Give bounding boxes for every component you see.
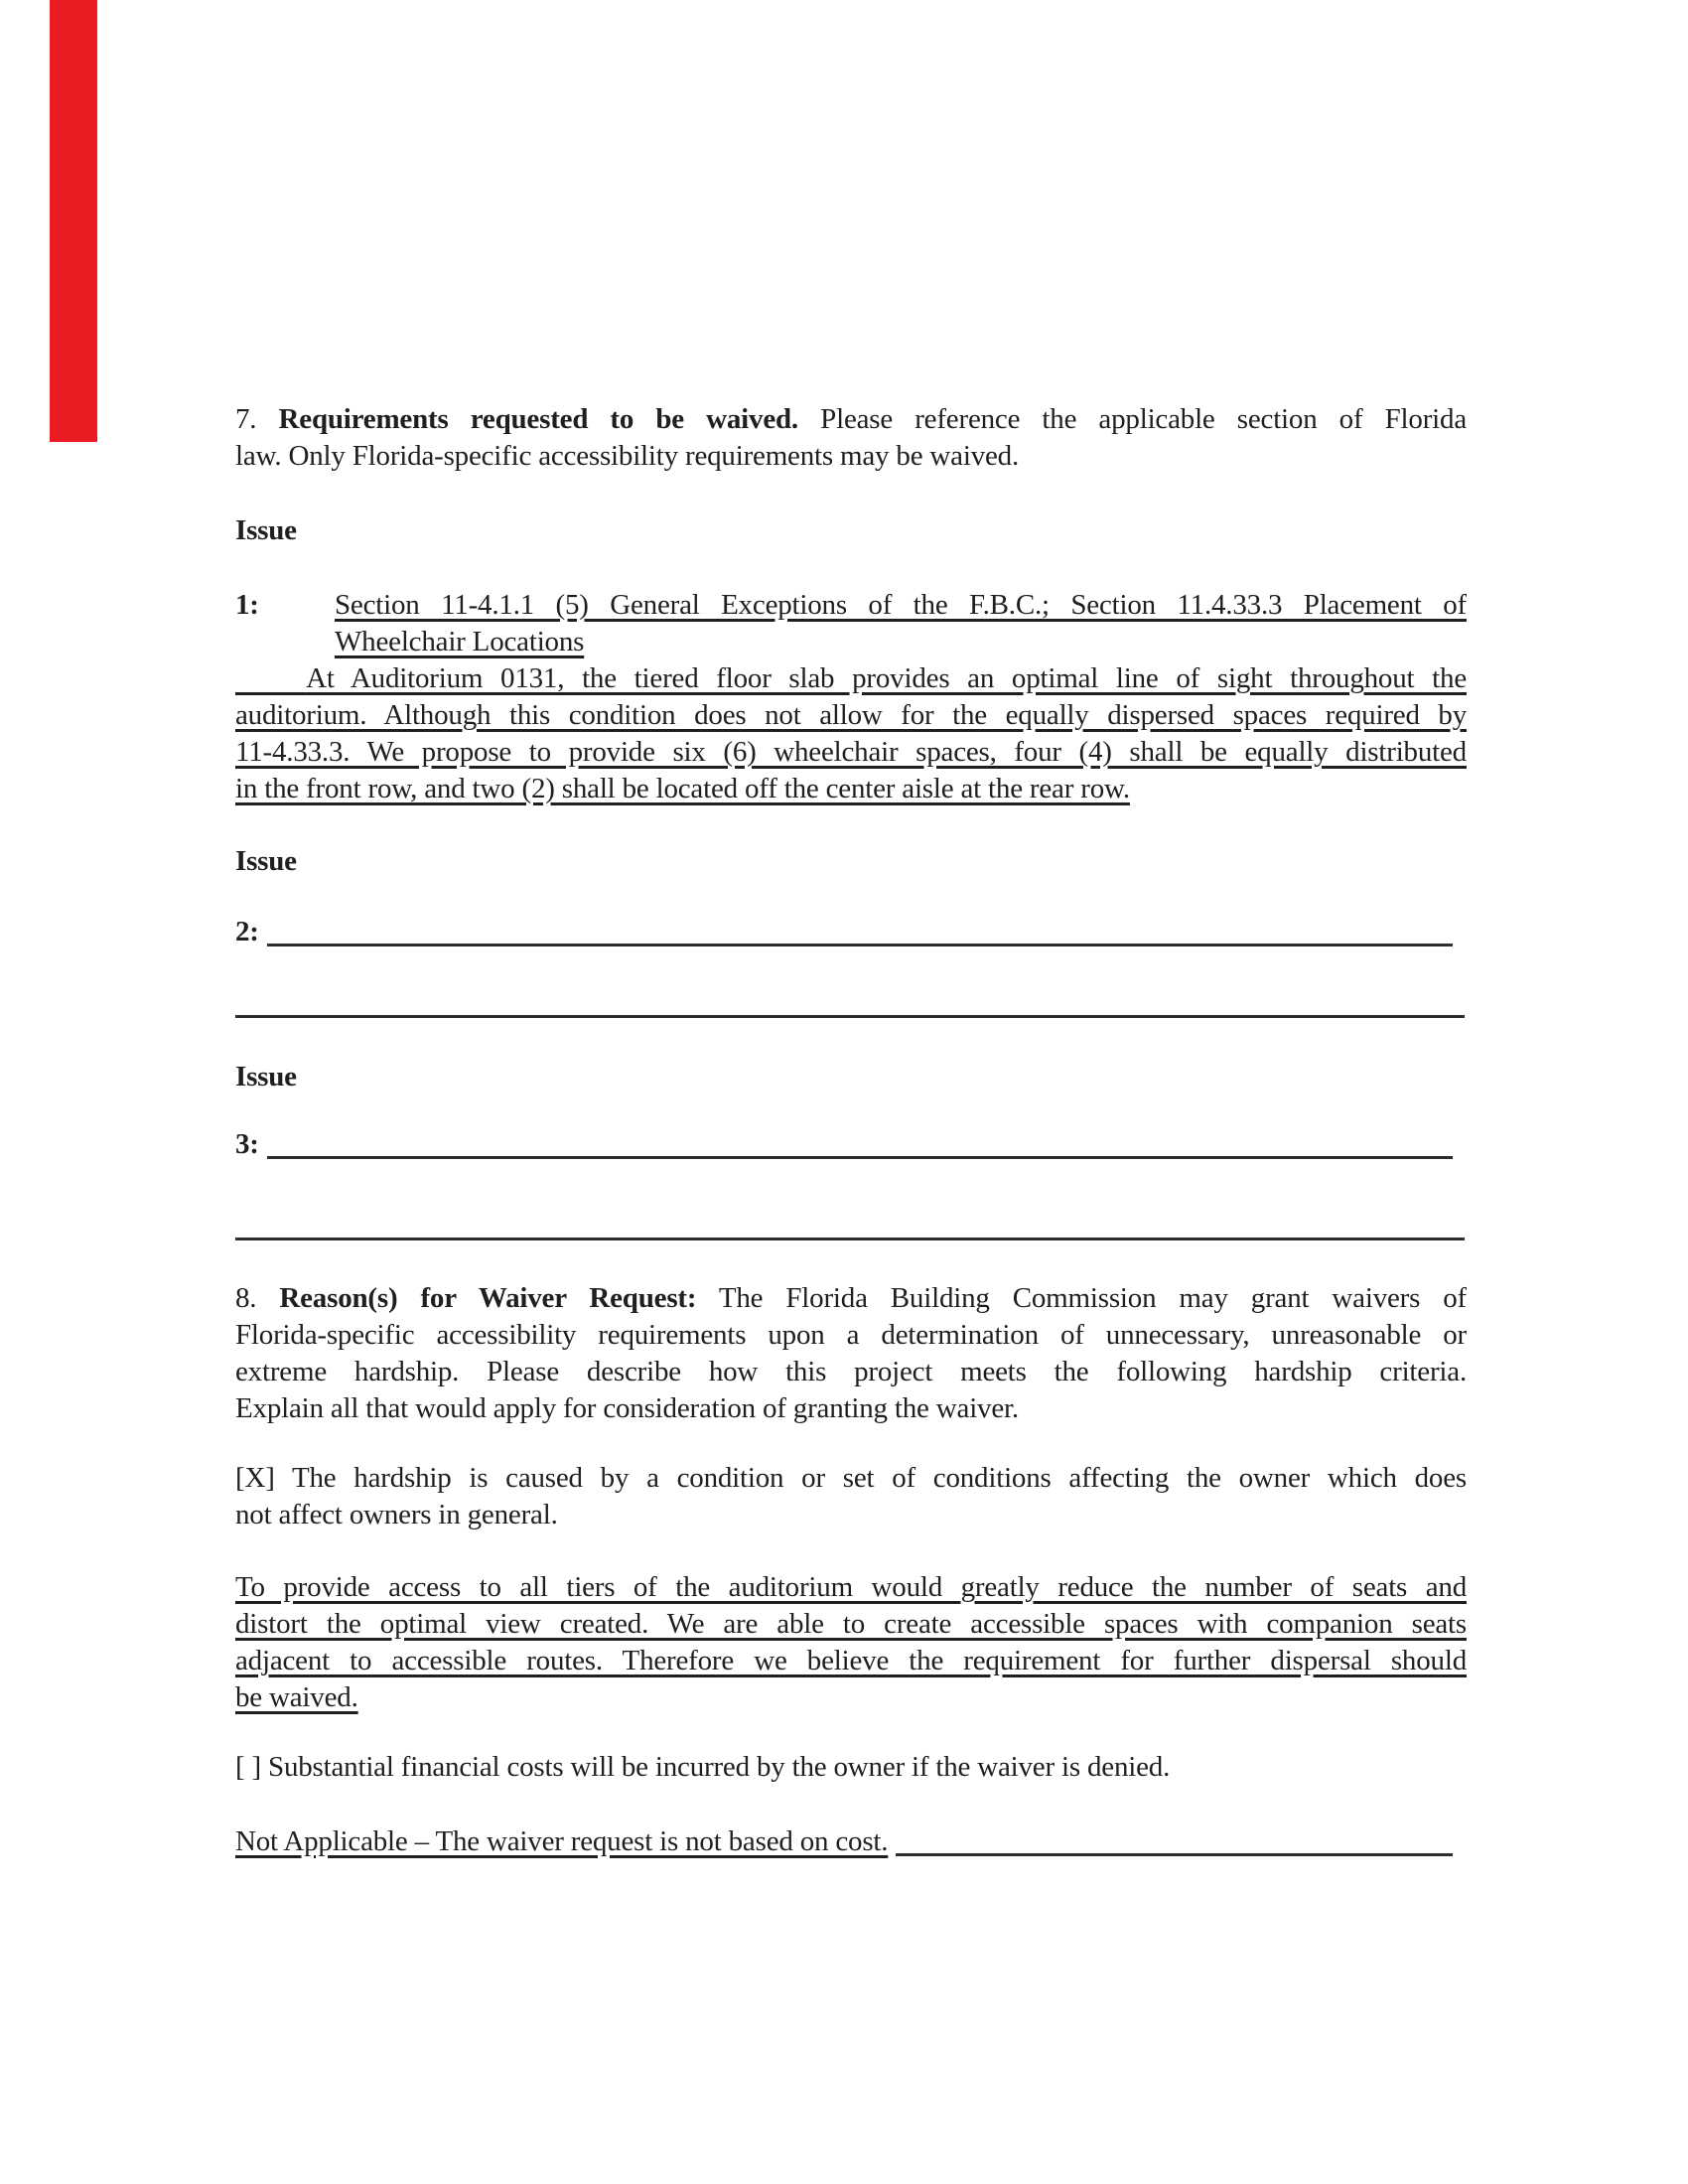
issue-1-body-text-2: auditorium. Although this condition does not allow for the equally dispersed spaces required by — [235, 699, 1467, 731]
section-8-line-1 — [235, 1280, 1467, 1317]
issue-2-second-blank-line — [235, 1015, 1465, 1018]
section-8-line-4: Explain all that would apply for consideration of granting the waiver. — [235, 1392, 1019, 1424]
issue-2-heading: Issue — [235, 845, 297, 877]
not-applicable-row — [235, 1823, 1467, 1860]
section-7-line-1 — [235, 401, 1467, 438]
section-7-text: Please reference the applicable section of Florida — [797, 403, 1467, 435]
not-applicable-trailing-line — [896, 1823, 1453, 1856]
section-8-number: 8. — [235, 1282, 280, 1314]
criterion-condition-line-2: not affect owners in general. — [235, 1499, 558, 1530]
red-scan-streak — [50, 0, 97, 442]
section-8-title: Reason(s) for Waiver Request: — [279, 1282, 697, 1314]
hardship-statement-line-1 — [235, 1569, 1467, 1606]
issue-1-body-line-2 — [235, 697, 1467, 734]
hardship-statement-text-4: be waived. — [235, 1681, 358, 1713]
criterion-condition-line-1: [X] The hardship is caused by a condition or set of conditions affecting the owner which does — [235, 1462, 1467, 1494]
section-7-number: 7. — [235, 403, 279, 435]
issue-2-blank-line — [267, 914, 1453, 946]
issue-1-reference-text-2: Wheelchair Locations — [335, 626, 585, 657]
issue-2-entry-row — [235, 914, 1467, 950]
issue-1-item — [235, 587, 1467, 807]
hardship-statement-line-3 — [235, 1643, 1467, 1679]
issue-3-entry-row — [235, 1126, 1467, 1163]
issue-1-reference-line-1 — [335, 587, 1467, 624]
issue-3-blank-line — [267, 1126, 1453, 1159]
hardship-statement-text-1: To provide access to all tiers of the auditorium would greatly reduce the number of seats and — [235, 1571, 1467, 1603]
criterion-financial-unchecked — [235, 1749, 1467, 1786]
issue-3-number: 3: — [235, 1128, 259, 1160]
hardship-statement — [235, 1569, 1467, 1716]
issue-1-number: 1: — [235, 589, 259, 621]
issue-1-body-text-3: 11-4.33.3. We propose to provide six (6) wheelchair spaces, four (4) shall be equally distributed — [235, 736, 1467, 768]
criterion-condition-checked — [235, 1460, 1467, 1533]
issue-3-heading: Issue — [235, 1061, 297, 1092]
section-7-paragraph — [235, 401, 1467, 475]
hardship-statement-line-4 — [235, 1679, 1467, 1716]
issue-1-body-text-4: in the front row, and two (2) shall be located off the center aisle at the rear row. — [235, 773, 1130, 804]
section-8-line-3: extreme hardship. Please describe how this project meets the following hardship criteria. — [235, 1356, 1467, 1387]
hardship-statement-line-2 — [235, 1606, 1467, 1643]
section-7-title: Requirements requested to be waived. — [278, 403, 798, 435]
section-7-line-2: law. Only Florida-specific accessibility requirements may be waived. — [235, 440, 1020, 472]
section-8-text: The Florida Building Commission may grant waivers of — [696, 1282, 1467, 1314]
hardship-statement-text-3: adjacent to accessible routes. Therefore we believe the requirement for further dispersal should — [235, 1645, 1467, 1676]
issue-1-reference-line-2 — [335, 624, 1467, 660]
section-8-line-2: Florida-specific accessibility requirements upon a determination of unnecessary, unreasonable or — [235, 1319, 1467, 1351]
issue-1-body-line-3 — [235, 734, 1467, 771]
issue-1-reference-text-1: Section 11-4.1.1 (5) General Exceptions of the F.B.C.; Section 11.4.33.3 Placement of — [335, 589, 1467, 621]
issue-1-body-line-1 — [235, 660, 1467, 697]
section-8-paragraph — [235, 1280, 1467, 1427]
hardship-statement-text-2: distort the optimal view created. We are able to create accessible spaces with companion seats — [235, 1608, 1467, 1640]
criterion-financial-line: [ ] Substantial financial costs will be incurred by the owner if the waiver is denied. — [235, 1751, 1171, 1783]
not-applicable-text: Not Applicable – The waiver request is not based on cost. — [235, 1825, 889, 1857]
issue-2-number: 2: — [235, 916, 259, 947]
issue-1-body-line-4 — [235, 771, 1467, 807]
issue-1-heading: Issue — [235, 514, 297, 546]
issue-1-body-text-1: At Auditorium 0131, the tiered floor slab provides an optimal line of sight throughout the — [306, 662, 1467, 694]
issue-3-second-blank-line — [235, 1238, 1465, 1240]
